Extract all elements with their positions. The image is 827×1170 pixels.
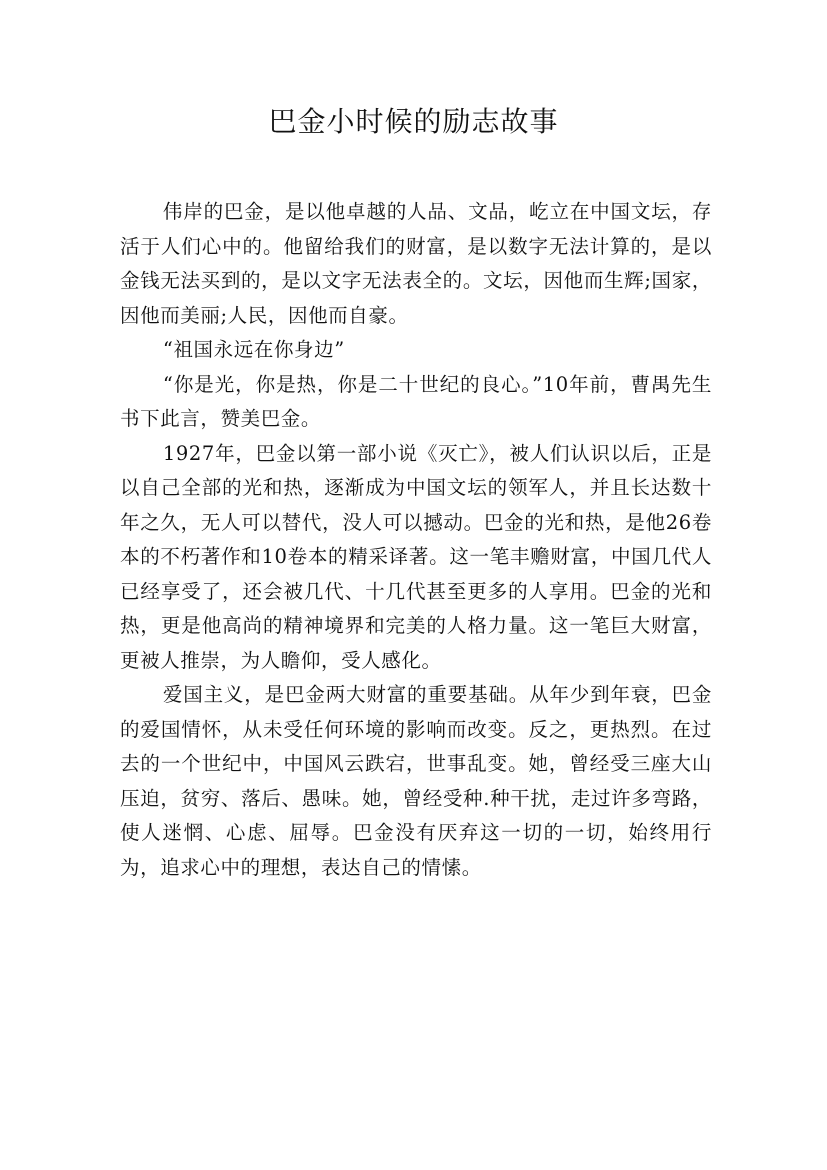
document-title: 巴金小时候的励志故事	[268, 105, 559, 138]
document-body	[120, 195, 712, 885]
paragraph-intro: 伟岸的巴金，是以他卓越的人品、文品，屹立在中国文坛，存活于人们心中的。他留给我们的财富，是以数字无法计算的，是以金钱无法买到的，是以文字无法表全的。文坛，因他而生辉;国家，因他而美丽;人民，因他而自豪。	[120, 200, 712, 327]
section-heading-quote: “祖国永远在你身边”	[162, 338, 345, 361]
paragraph-patriotism: 爱国主义，是巴金两大财富的重要基础。从年少到年衰，巴金的爱国情怀，从未受任何环境的影响而改变。反之，更热烈。在过去的一个世纪中，中国风云跌宕，世事乱变。她，曾经受三座大山压迫，贫穷、落后、愚味。她，曾经受种.种干扰，走过许多弯路，使人迷惘、心虑、屈辱。巴金没有厌弃这一切的一切，始终用行为，追求心中的理想，表达自己的情愫。	[120, 683, 712, 879]
paragraph-1927: 1927年，巴金以第一部小说《灭亡》，被人们认识以后，正是以自己全部的光和热，逐渐成为中国文坛的领军人，并且长达数十年之久，无人可以替代，没人可以撼动。巴金的光和热，是他26卷本的不朽著作和10卷本的精采译著。这一笔丰赡财富，中国几代人已经享受了，还会被几代、十几代甚至更多的人享用。巴金的光和热，更是他高尚的精神境界和完美的人格力量。这一笔巨大财富，更被人推崇，为人瞻仰，受人感化。	[120, 441, 712, 672]
paragraph-cao-yu-quote: “你是光，你是热，你是二十世纪的良心。”10年前，曹禺先生书下此言，赞美巴金。	[120, 372, 712, 430]
